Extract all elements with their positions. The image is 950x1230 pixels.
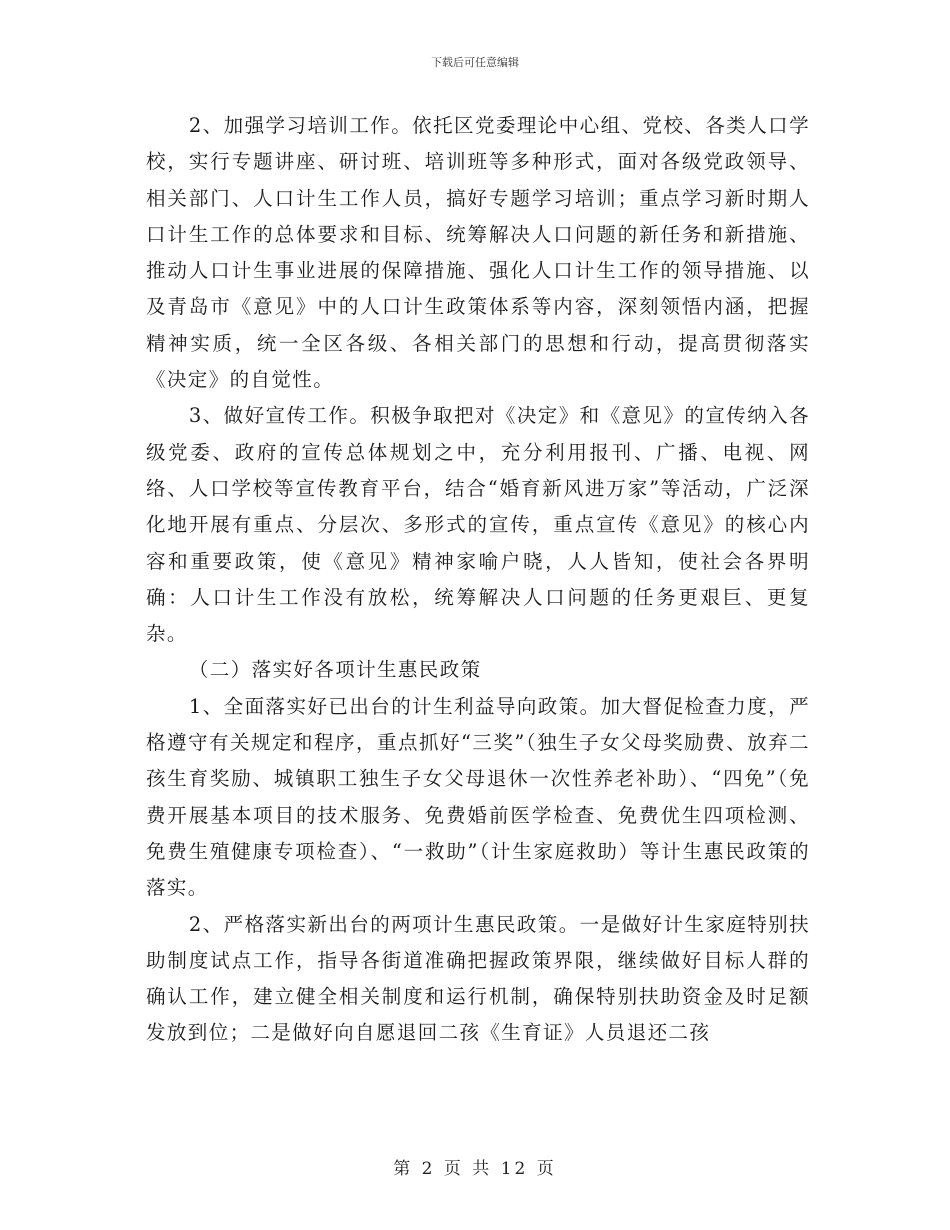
paragraph-existing-policies: 1、全面落实好已出台的计生利益导向政策。加大督促检查力度，严格遵守有关规定和程序，重点抓好“三奖”（独生子女父母奖励费、放弃二孩生育奖励、城镇职工独生子女父母退休一次性养老补助）、“四免”（免费开展基本项目的技术服务、免费婚前医学检查、免费优生四项检测、免费生殖健康专项检查）、“一救助”（计生家庭救助）等计生惠民政策的落实。 (146, 694, 810, 900)
paragraph-new-policies: 2、严格落实新出台的两项计生惠民政策。一是做好计生家庭特别扶助制度试点工作，指导各街道准确把握政策界限，继续做好目标人群的确认工作，建立健全相关制度和运行机制，确保特别扶助资金及时足额发放到位；二是做好向自愿退回二孩《生育证》人员退还二孩 (146, 912, 810, 1045)
page-number-footer: 第 2 页 共 12 页 (393, 1159, 557, 1179)
section-heading-policies: （二）落实好各项计生惠民政策 (188, 658, 482, 682)
page-header: 下载后可任意编辑 (431, 56, 519, 69)
paragraph-publicity: 3、做好宣传工作。积极争取把对《决定》和《意见》的宣传纳入各级党委、政府的宣传总体规划之中，充分利用报刊、广播、电视、网络、人口学校等宣传教育平台，结合“婚育新风进万家”等活动，广泛深化地开展有重点、分层次、多形式的宣传，重点宣传《意见》的核心内容和重要政策，使《意见》精神家喻户晓，人人皆知，使社会各界明确：人口计生工作没有放松，统筹解决人口问题的任务更艰巨、更复杂。 (146, 404, 810, 646)
paragraph-study-training: 2、加强学习培训工作。依托区党委理论中心组、党校、各类人口学校，实行专题讲座、研讨班、培训班等多种形式，面对各级党政领导、相关部门、人口计生工作人员，搞好专题学习培训；重点学习新时期人口计生工作的总体要求和目标、统筹解决人口问题的新任务和新措施、推动人口计生事业进展的保障措施、强化人口计生工作的领导措施、以及青岛市《意见》中的人口计生政策体系等内容，深刻领悟内涵，把握精神实质，统一全区各级、各相关部门的思想和行动，提高贯彻落实《决定》的自觉性。 (146, 114, 810, 392)
document-body (146, 108, 810, 1052)
